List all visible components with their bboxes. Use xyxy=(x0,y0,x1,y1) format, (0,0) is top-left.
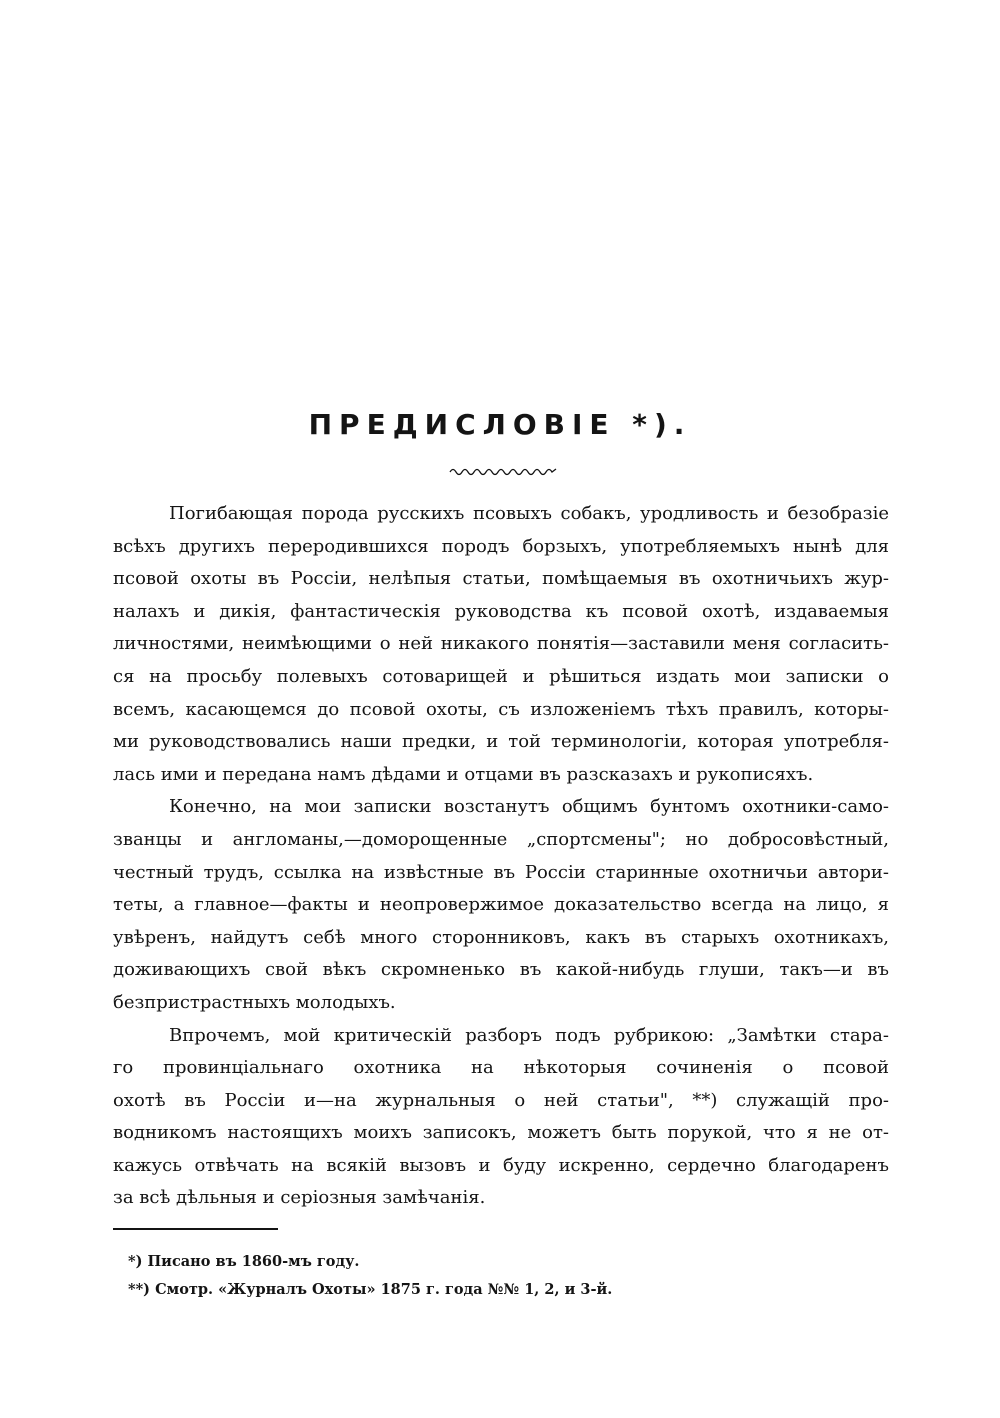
text-line: увѣренъ, найдутъ себѣ много сторонниковъ, какъ въ старыхъ охотникахъ, xyxy=(113,926,889,948)
body-text xyxy=(113,498,889,1215)
text-line: всѣхъ другихъ переродившихся породъ борзыхъ, употребляемыхъ нынѣ для xyxy=(113,535,889,557)
text-line: налахъ и дикія, фантастическія руководства къ псовой охотѣ, издаваемыя xyxy=(113,600,889,622)
paragraph-1 xyxy=(113,498,889,791)
text-line: лась ими и передана намъ дѣдами и отцами въ разсказахъ и рукописяхъ. xyxy=(113,763,814,785)
footnote-1: *) Писано въ 1860-мъ году. xyxy=(128,1253,360,1270)
page-title: ПРЕДИСЛОВІЕ *). xyxy=(308,408,692,441)
paragraph-3 xyxy=(113,1020,889,1216)
paragraph-2 xyxy=(113,791,889,1019)
text-line: ся на просьбу полевыхъ сотоварищей и рѣшиться издать мои записки о xyxy=(113,665,889,687)
title-ornament xyxy=(448,466,558,478)
text-line: го провинціальнаго охотника на нѣкоторыя сочиненія о псовой xyxy=(113,1057,889,1079)
footnotes xyxy=(128,1248,612,1304)
text-line: псовой охоты въ Россіи, нелѣпыя статьи, помѣщаемыя въ охотничьихъ жур- xyxy=(113,568,889,590)
text-line: Погибающая порода русскихъ псовыхъ собакъ, уродливость и безобразіе xyxy=(169,503,889,524)
text-line: за всѣ дѣльныя и серіозныя замѣчанія. xyxy=(113,1187,486,1209)
text-line: Впрочемъ, мой критическій разборъ подъ рубрикою: „Замѣтки стара- xyxy=(169,1024,889,1046)
text-line: честный трудъ, ссылка на извѣстные въ Россіи старинные охотничьи автори- xyxy=(113,861,889,883)
text-line: званцы и англоманы,—доморощенные „спортсмены"; но добросовѣстный, xyxy=(113,828,889,850)
footnote-2: **) Смотр. «Журналъ Охоты» 1875 г. года №№ 1, 2, и 3-й. xyxy=(128,1281,613,1298)
text-line: безпристрастныхъ молодыхъ. xyxy=(113,991,396,1013)
text-line: охотѣ въ Россіи и—на журнальныя о ней статьи", **) служащій про- xyxy=(113,1089,889,1111)
text-line: Конечно, на мои записки возстанутъ общимъ бунтомъ охотники-само- xyxy=(169,796,889,818)
text-line: водникомъ настоящихъ моихъ записокъ, можетъ быть порукой, что я не от- xyxy=(113,1122,889,1144)
text-line: личностями, неимѣющими о ней никакого понятія—заставили меня согласить- xyxy=(113,633,889,655)
footnote-divider xyxy=(113,1228,278,1230)
text-line: всемъ, касающемся до псовой охоты, съ изложеніемъ тѣхъ правилъ, которы- xyxy=(113,698,889,720)
text-line: доживающихъ свой вѣкъ скромненько въ какой-нибудь глуши, такъ—и въ xyxy=(113,959,889,981)
text-line: ми руководствовались наши предки, и той терминологіи, которая употребля- xyxy=(113,731,889,753)
text-line: теты, а главное—факты и неопровержимое доказательство всегда на лицо, я xyxy=(113,894,889,916)
text-line: кажусь отвѣчать на всякій вызовъ и буду искренно, сердечно благодаренъ xyxy=(113,1154,889,1176)
